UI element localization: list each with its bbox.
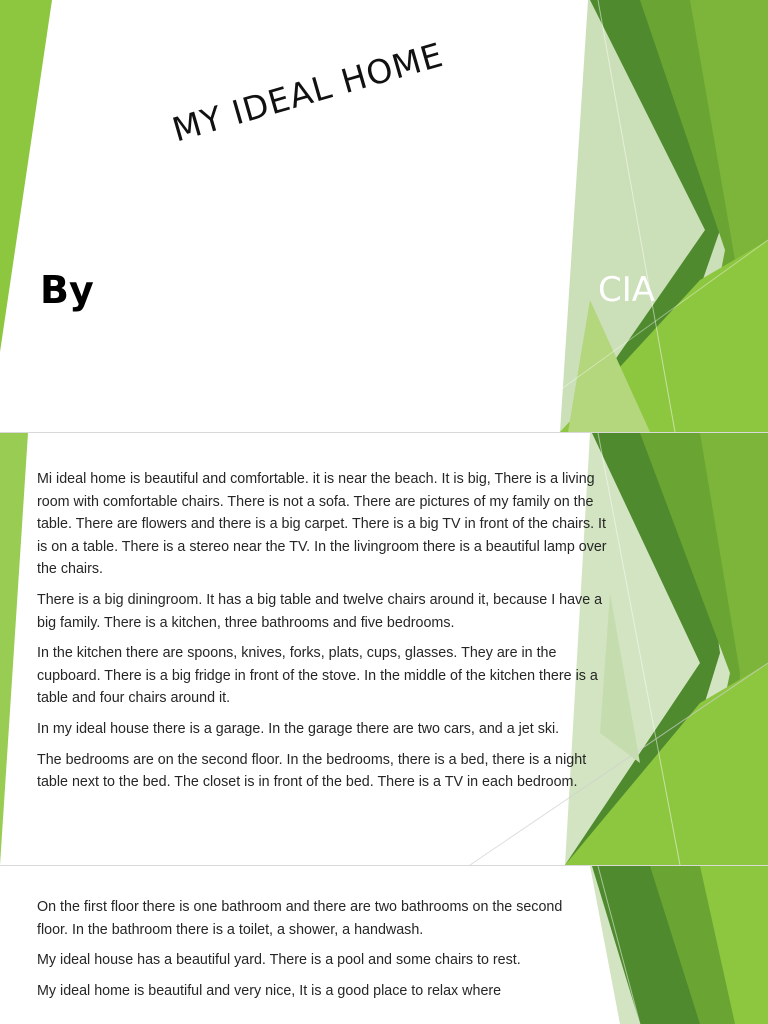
paragraph: In the kitchen there are spoons, knives, forks, plats, cups, glasses. They are in the cupboard. There is a big fridge in front of the stove. In the middle of the kitchen there is a table and four chairs around it. <box>37 645 598 707</box>
left-green-sliver <box>0 433 28 865</box>
paragraph: On the first floor there is one bathroom and there are two bathrooms on the second floor. In the bathroom there is a toilet, a shower, a handwash. <box>37 899 563 938</box>
paragraph: The bedrooms are on the second floor. In the bedrooms, there is a bed, there is a night table next to the bed. The closet is in front of the bed. There is a TV in each bedroom. <box>37 751 587 791</box>
title-slide <box>0 0 768 432</box>
paragraph: Mi ideal home is beautiful and comfortable. it is near the beach. It is big, There is a living room with comfortable chairs. There is not a sofa. There are pictures of my family on the table. There are flowers and there is a big carpet. There is a big TV in front of the chairs. It is on a table. There is a stereo near the TV. In the livingroom there is a beautiful lamp over the chairs. <box>37 471 607 578</box>
slide3-body <box>37 896 577 1010</box>
content-slide-2 <box>0 866 768 1024</box>
slide2-body <box>37 468 607 802</box>
paragraph: There is a big diningroom. It has a big table and twelve chairs around it, because I have a big family. There is a kitchen, three bathrooms and five bedrooms. <box>37 591 603 631</box>
paragraph: My ideal home is beautiful and very nice, It is a good place to relax where <box>37 982 502 999</box>
content-slide-1 <box>0 433 768 865</box>
slide-title: MY IDEAL HOME <box>168 34 448 150</box>
by-label: By <box>40 268 94 312</box>
author-name-fragment: CIA <box>598 270 656 310</box>
paragraph: My ideal house has a beautiful yard. There is a pool and some chairs to rest. <box>37 952 521 969</box>
paragraph: In my ideal house there is a garage. In the garage there are two cars, and a jet ski. <box>37 720 560 737</box>
